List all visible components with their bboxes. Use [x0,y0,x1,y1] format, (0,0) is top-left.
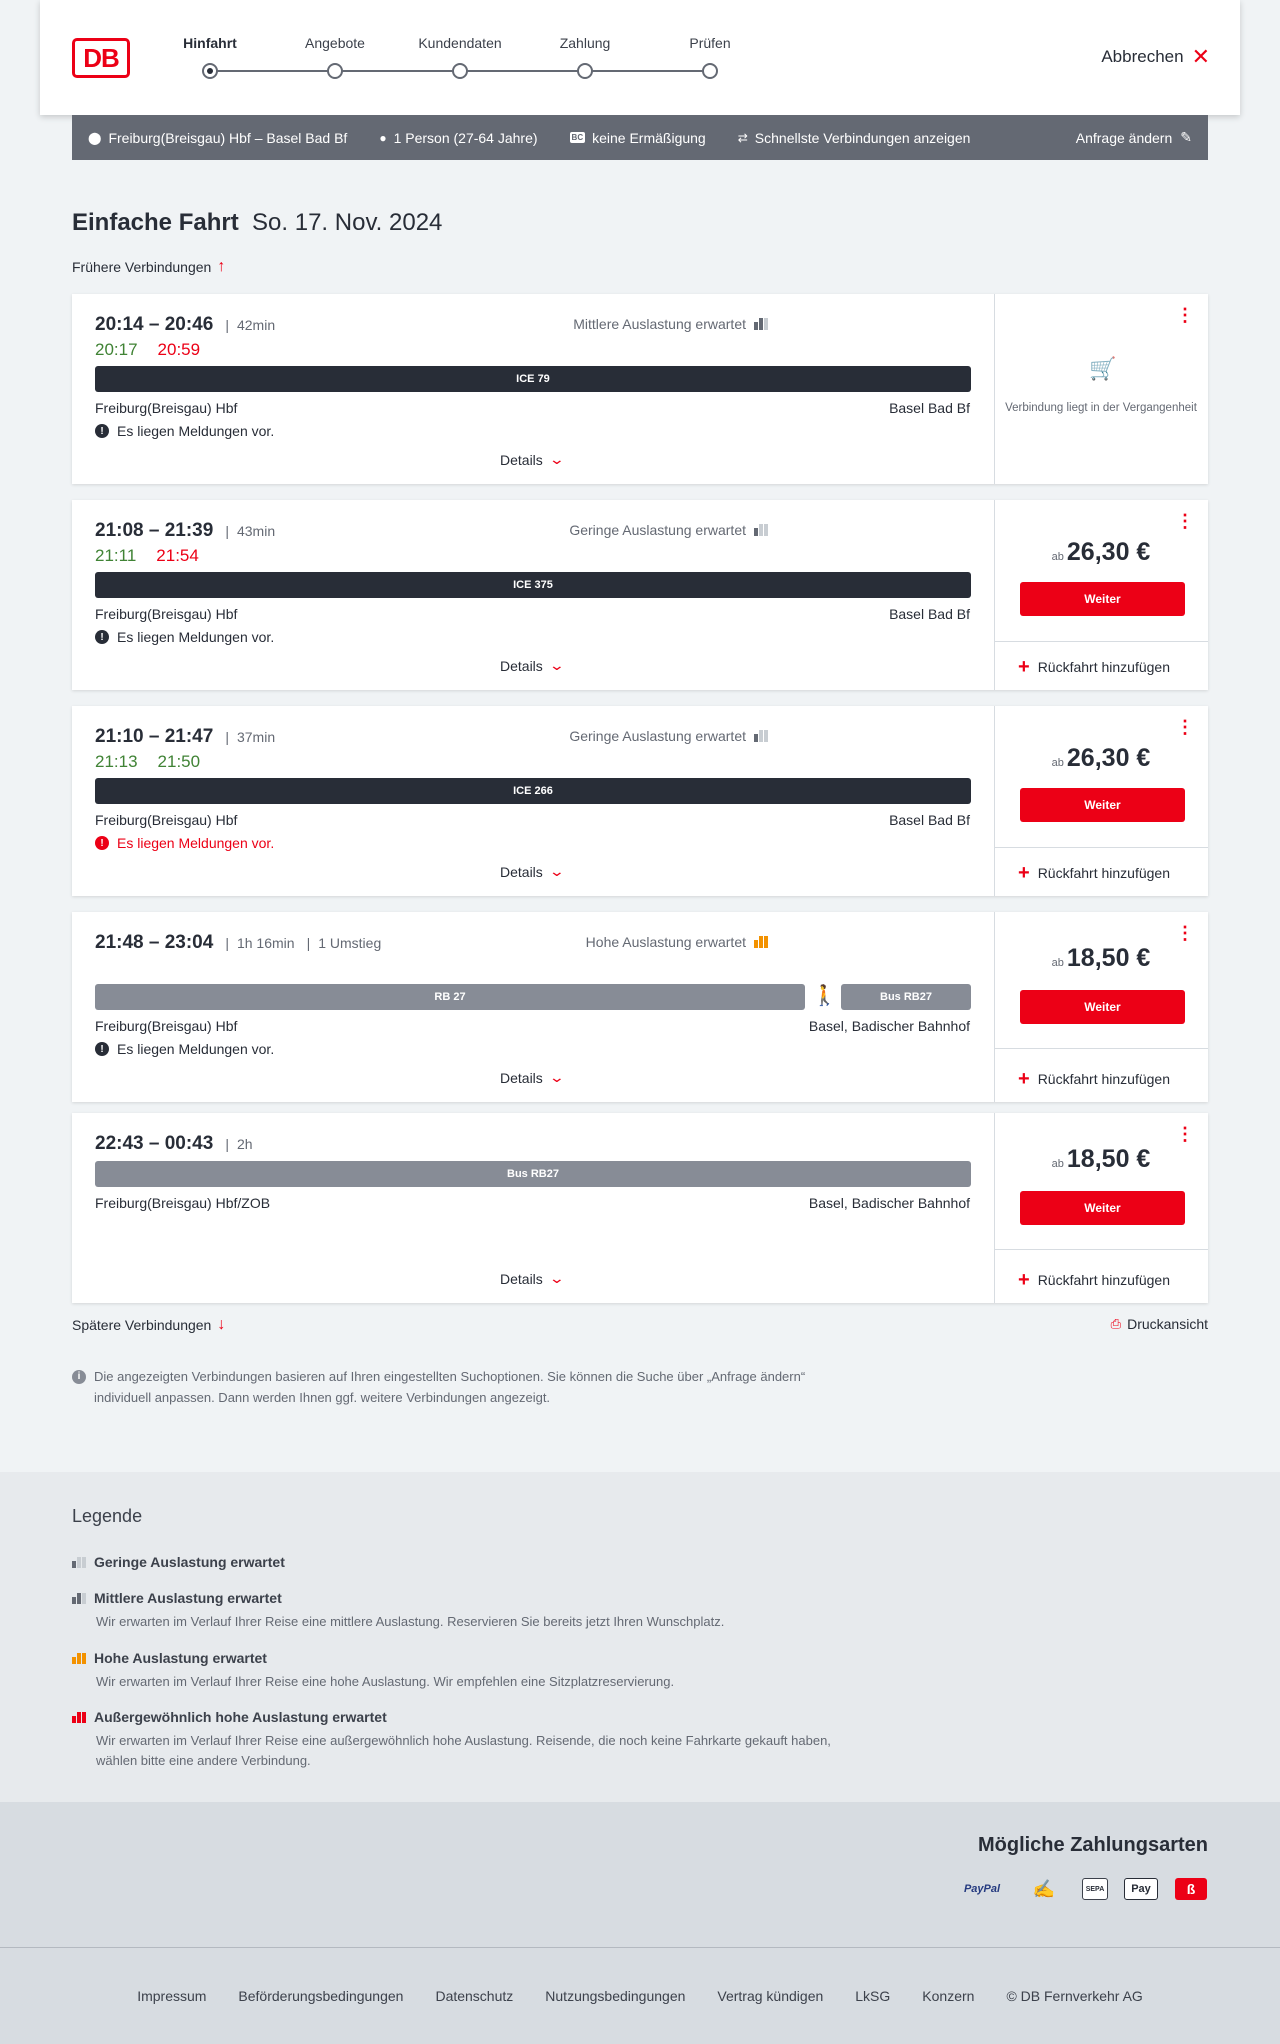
realtime [95,752,220,772]
details-toggle[interactable] [500,657,563,674]
price [994,538,1208,567]
price-prefix: ab [1051,757,1064,769]
apple-pay-label: Pay [1131,1883,1151,1895]
location-pin-icon: ⬤ [88,130,102,145]
legend-section [0,1472,1280,1802]
footer-link-konzern[interactable]: Konzern [922,1988,975,2004]
footer-copyright: © DB Fernverkehr AG [1006,1988,1143,2004]
transfers: 1 Umstieg [318,935,382,951]
high-load-icon [72,1653,86,1664]
more-options-icon[interactable]: ⋮ [1176,717,1194,737]
change-label: Anfrage ändern [1075,129,1173,146]
info-note [72,1367,852,1409]
pencil-icon: ✎ [1180,129,1192,145]
destination-station: Basel Bad Bf [889,812,970,828]
realtime-departure: 21:13 [95,752,138,771]
medium-load-icon [754,318,768,330]
chevron-down-icon: ⌄ [548,451,565,467]
chevron-down-icon: ⌄ [548,1069,565,1085]
medium-load-icon [72,1593,86,1604]
chevron-down-icon: ⌄ [548,657,565,673]
price-value: 26,30 € [1066,744,1151,772]
connection-times: 20:14 – 20:46 | 42min [95,314,276,335]
connection-card [72,1113,1208,1303]
connection-times: 21:48 – 23:04 | 1h 16min | 1 Umstieg [95,932,382,953]
load-indicator [569,728,768,744]
price-value: 18,50 € [1066,944,1151,972]
destination-station: Basel, Badischer Bahnhof [808,1195,970,1211]
exclamation-icon: ! [95,630,109,644]
plus-icon: + [1018,1269,1030,1291]
info-note-text: Die angezeigten Verbindungen basieren auf Ihren eingestellten Suchoptionen. Sie können die Suche über „Anfrage ändern“ individuell anpassen. Dann werden Ihnen ggf. weitere Verbindungen angezeigt. [94,1369,806,1405]
later-connections-link[interactable] [72,1316,225,1334]
add-return-label: Rückfahrt hinzufügen [1037,1071,1170,1087]
route-info [88,130,347,146]
train-bar[interactable]: RB 27 [95,984,805,1010]
bus-bar[interactable]: Bus RB27 [95,1161,971,1187]
footer-link-befoerderungsbedingungen[interactable]: Beförderungsbedingungen [238,1988,404,2004]
details-toggle[interactable] [500,1069,563,1086]
realtime-arrival: 21:50 [157,752,201,771]
train-bar[interactable]: ICE 266 [95,778,971,804]
search-summary-bar [72,115,1208,160]
add-return-label: Rückfahrt hinzufügen [1037,865,1170,881]
info-icon: i [72,1370,86,1384]
swap-icon: ⇄ [737,130,748,145]
price [994,944,1208,973]
price-prefix: ab [1051,551,1064,563]
exclamation-icon: ! [95,1042,109,1056]
legend-item-desc: Wir erwarten im Verlauf Ihrer Reise eine hohe Auslastung. Wir empfehlen eine Sitzplatzreservierung. [96,1674,675,1689]
exclamation-icon: ! [95,836,109,850]
more-options-icon[interactable]: ⋮ [1176,511,1194,531]
connection-card [72,500,1208,690]
details-label: Details [500,1069,543,1086]
price-value: 18,50 € [1066,1145,1151,1173]
time-range: 21:10 – 21:47 [95,726,214,747]
cart-unavailable-icon: 🛒 [1089,356,1117,381]
add-return-label: Rückfahrt hinzufügen [1037,1272,1170,1288]
earlier-connections-link[interactable] [72,258,225,276]
legend-item-title: Hohe Auslastung erwartet [94,1650,267,1666]
price [994,744,1208,773]
details-toggle[interactable] [500,451,563,468]
step-dot [577,63,593,79]
realtime-departure: 21:11 [95,546,137,565]
db-payment-icon: ß [1175,1878,1207,1900]
legend-item-extreme [72,1709,852,1770]
page-title [72,209,442,237]
time-range: 21:48 – 23:04 [95,932,214,953]
step-kundendaten: Kundendaten [418,35,502,51]
fastest-text: Schnellste Verbindungen anzeigen [754,129,971,146]
trip-type: Einfache Fahrt [72,209,239,236]
persons-info [379,130,537,146]
plus-icon: + [1018,656,1030,678]
low-load-icon [754,730,768,742]
connection-times: 22:43 – 00:43 | 2h [95,1133,253,1154]
load-text: Mittlere Auslastung erwartet [573,316,746,332]
legend-item-desc: Wir erwarten im Verlauf Ihrer Reise eine außergewöhnlich hohe Auslastung. Reisende, die noch keine Fahrkarte gekauft haben, wählen bitte eine andere Verbindung. [96,1733,831,1768]
footer-link-lksg[interactable]: LkSG [855,1988,891,2004]
message-text: Es liegen Meldungen vor. [117,1041,275,1057]
footer [0,1947,1280,2044]
arrow-down-icon: ↓ [217,1316,226,1333]
more-options-icon[interactable]: ⋮ [1176,1124,1194,1144]
add-return-button[interactable] [1018,1069,1170,1089]
change-request-button[interactable] [1076,129,1192,146]
connection-card [72,912,1208,1102]
connection-card [72,294,1208,484]
message-notice [95,629,274,645]
message-text: Es liegen Meldungen vor. [117,629,275,645]
origin-station: Freiburg(Breisgau) Hbf [95,606,238,622]
message-notice [95,1041,274,1057]
divider [994,641,1208,642]
legend-item-high [72,1650,852,1692]
time-range: 20:14 – 20:46 [95,314,214,335]
footer-link-vertrag-kuendigen[interactable]: Vertrag kündigen [717,1988,824,2004]
continue-button[interactable]: Weiter [1020,1191,1185,1225]
warning-notice [95,835,274,851]
destination-station: Basel Bad Bf [889,400,970,416]
realtime-arrival: 20:59 [157,340,201,359]
details-toggle[interactable] [500,863,563,880]
load-text: Hohe Auslastung erwartet [585,934,746,950]
divider [994,706,995,896]
past-connection-text: Verbindung liegt in der Vergangenheit [1005,402,1197,414]
divider [994,847,1208,848]
legend-item-desc: Wir erwarten im Verlauf Ihrer Reise eine mittlere Auslastung. Reservieren Sie bereits jetzt Ihren Wunschplatz. [96,1614,725,1629]
origin-station: Freiburg(Breisgau) Hbf/ZOB [95,1195,271,1211]
duration: 43min [236,523,276,539]
connection-times: 21:08 – 21:39 | 43min [95,520,276,541]
fastest-toggle[interactable] [738,130,971,146]
print-label: Druckansicht [1127,1316,1208,1332]
divider [994,1249,1208,1250]
low-load-icon [754,524,768,536]
price-value: 26,30 € [1066,538,1151,566]
destination-station: Basel Bad Bf [889,606,970,622]
payment-title: Mögliche Zahlungsarten [977,1834,1208,1856]
trip-date: So. 17. Nov. 2024 [252,209,443,236]
more-options-icon[interactable]: ⋮ [1176,305,1194,325]
realtime [95,340,220,360]
details-label: Details [500,1270,543,1287]
continue-button[interactable]: Weiter [1020,990,1185,1024]
discount-info [570,130,706,146]
load-indicator [573,316,768,332]
more-options-icon[interactable]: ⋮ [1176,923,1194,943]
high-load-icon [754,936,768,948]
footer-link-nutzungsbedingungen[interactable]: Nutzungsbedingungen [545,1988,686,2004]
step-hinfahrt: Hinfahrt [183,35,237,51]
duration: 2h [236,1136,253,1152]
price-prefix: ab [1051,957,1064,969]
header [40,0,1240,115]
origin-station: Freiburg(Breisgau) Hbf [95,1018,238,1034]
details-label: Details [500,451,543,468]
continue-button[interactable]: Weiter [1020,788,1185,822]
duration: 37min [236,729,276,745]
load-text: Geringe Auslastung erwartet [569,522,746,538]
legend-item-title: Geringe Auslastung erwartet [94,1554,285,1570]
bus-bar[interactable]: Bus RB27 [841,984,971,1010]
price [994,1145,1208,1174]
train-bar[interactable]: ICE 79 [95,366,971,392]
realtime [95,546,219,566]
add-return-label: Rückfahrt hinzufügen [1037,659,1170,675]
discount-text: keine Ermäßigung [592,129,706,146]
print-view-link[interactable] [1111,1316,1208,1332]
route-text: Freiburg(Breisgau) Hbf – Basel Bad Bf [108,129,348,146]
load-indicator [569,522,768,538]
exclamation-icon: ! [95,424,109,438]
realtime-departure: 20:17 [95,340,138,359]
destination-station: Basel, Badischer Bahnhof [808,1018,970,1034]
extreme-load-icon [72,1712,86,1723]
divider [994,500,995,690]
paypal-icon: PayPal [963,1883,1001,1895]
origin-station: Freiburg(Breisgau) Hbf [95,400,238,416]
plus-icon: + [1018,862,1030,884]
step-dot-active [202,63,218,79]
step-dot [702,63,718,79]
origin-station: Freiburg(Breisgau) Hbf [95,812,238,828]
cancel-button[interactable] [1101,46,1210,68]
details-toggle[interactable] [500,1270,563,1287]
earlier-label: Frühere Verbindungen [72,259,212,275]
train-bar[interactable]: ICE 375 [95,572,971,598]
apple-pay-icon [1124,1878,1158,1900]
add-return-button[interactable] [1018,657,1170,677]
plus-icon: + [1018,1068,1030,1090]
step-angebote: Angebote [305,35,365,51]
divider [994,912,995,1102]
legend-title: Legende [72,1506,143,1526]
chevron-down-icon: ⌄ [548,863,565,879]
duration: 42min [236,317,276,333]
payment-methods [0,1802,1280,1947]
time-range: 22:43 – 00:43 [95,1133,214,1154]
low-load-icon [72,1557,86,1568]
divider [994,1113,995,1303]
details-label: Details [500,657,543,674]
footer-link-datenschutz[interactable]: Datenschutz [435,1988,514,2004]
chevron-down-icon: ⌄ [548,1270,565,1286]
walk-icon: 🚶 [812,985,837,1007]
load-indicator [586,934,768,950]
footer-link-impressum[interactable]: Impressum [137,1988,207,2004]
legend-item-low [72,1554,852,1570]
step-dot [327,63,343,79]
message-notice [95,423,274,439]
connection-card [72,706,1208,896]
legend-item-title: Außergewöhnlich hohe Auslastung erwartet [94,1709,387,1725]
load-text: Geringe Auslastung erwartet [569,728,746,744]
divider [994,294,995,484]
step-dot [452,63,468,79]
cancel-label: Abbrechen [1101,47,1184,66]
direct-debit-icon: ✍ [1032,1878,1056,1899]
bahncard-icon: BC [571,133,584,142]
message-text: Es liegen Meldungen vor. [117,835,275,851]
message-text: Es liegen Meldungen vor. [117,423,275,439]
details-label: Details [500,863,543,880]
later-label: Spätere Verbindungen [72,1317,212,1333]
duration: 1h 16min [236,935,295,951]
step-zahlung: Zahlung [559,35,611,51]
time-range: 21:08 – 21:39 [95,520,214,541]
arrow-up-icon: ↑ [217,258,226,275]
persons-text: 1 Person (27-64 Jahre) [393,129,538,146]
step-pruefen: Prüfen [689,35,731,51]
divider [994,1048,1208,1049]
person-icon: ● [379,130,387,145]
sepa-icon: SEPA [1082,1878,1108,1900]
legend-item-medium [72,1590,852,1632]
realtime-arrival: 21:54 [156,546,199,565]
add-return-button[interactable] [1018,863,1170,883]
price-prefix: ab [1051,1158,1064,1170]
legend-item-title: Mittlere Auslastung erwartet [94,1590,282,1606]
printer-icon: ⎙ [1110,1316,1122,1331]
add-return-button[interactable] [1018,1270,1170,1290]
continue-button[interactable]: Weiter [1020,582,1185,616]
connection-times: 21:10 – 21:47 | 37min [95,726,276,747]
close-icon: ✕ [1191,44,1210,69]
db-logo[interactable]: DB [72,38,130,78]
